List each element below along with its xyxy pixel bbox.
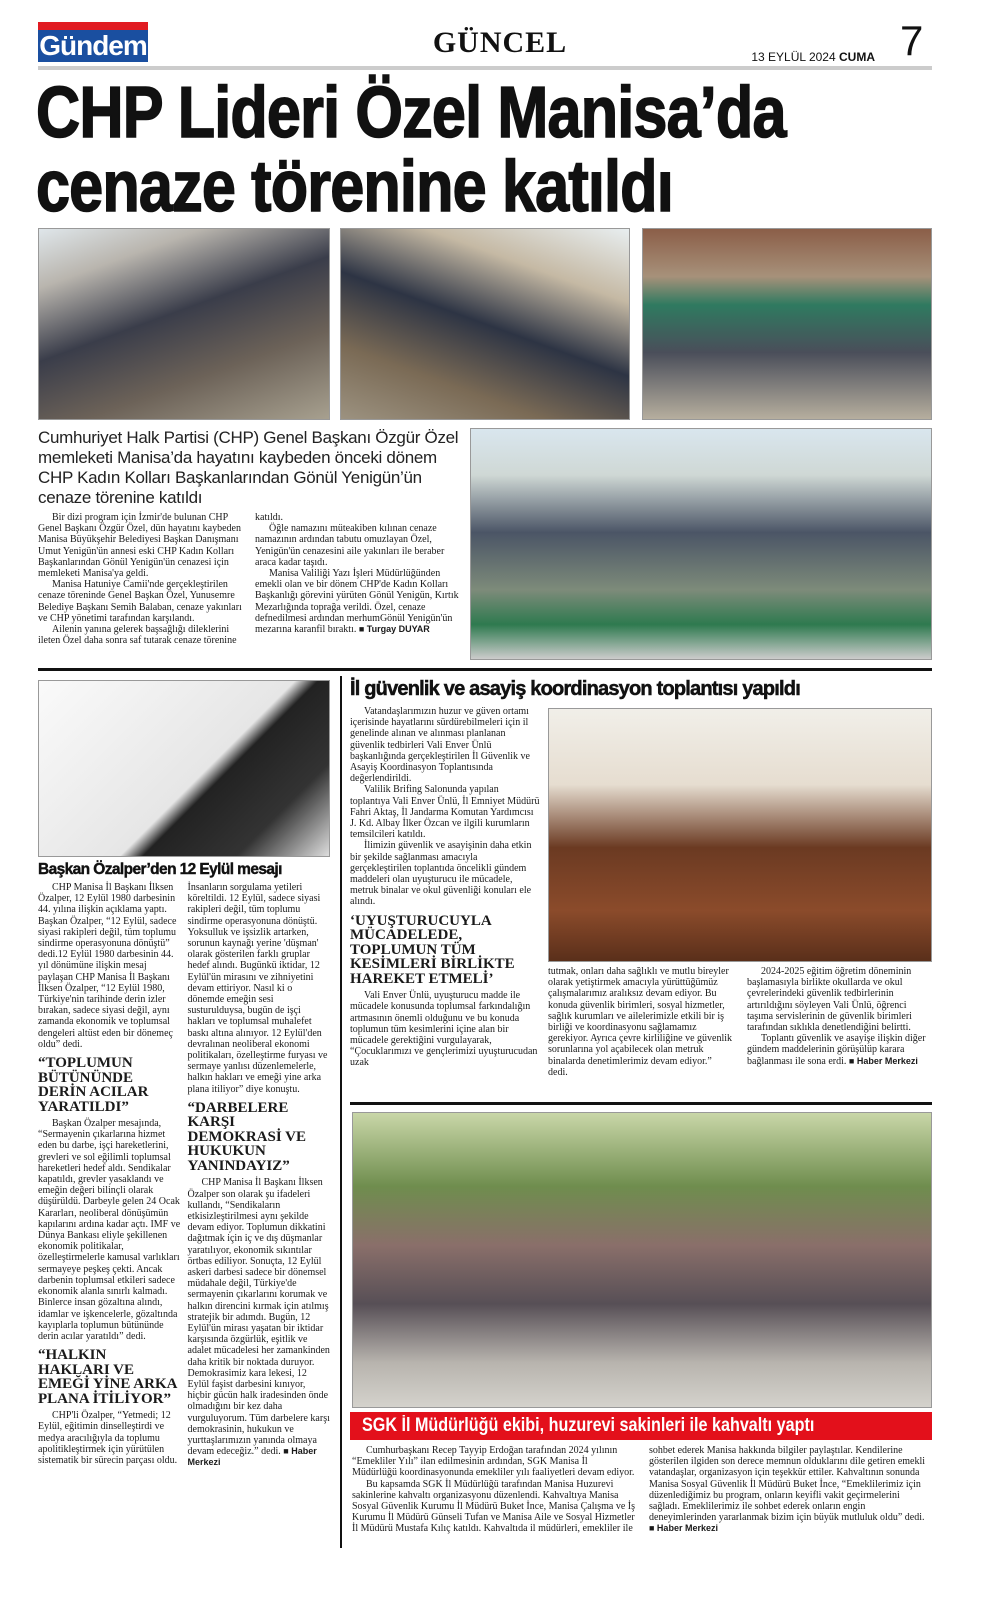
- sgk-headline: SGK İl Müdürlüğü ekibi, huzurevi sakinleri ile kahvaltı yaptı: [362, 1415, 815, 1436]
- sgk-story-body: [352, 1445, 932, 1535]
- paragraph: 2024-2025 eğitim öğretim döneminin başlamasıyla birlikte okullarda ve okul çevrelerindeki güvenlik tedbirlerinin artırıldığını söyleyen Vali Ünlü, öğrenci taşıma servislerinin de güvenlik birimleri tarafından sıklıkla denetlendiğini belirtti.: [747, 966, 912, 1034]
- column-divider: [340, 676, 342, 1548]
- section-divider: [38, 668, 932, 671]
- photo-ozalper-speaking: [38, 680, 330, 857]
- masthead-rule: [38, 66, 932, 70]
- byline: ■ Haber Merkezi: [187, 1446, 317, 1468]
- date-text: 13 EYLÜL 2024: [751, 50, 836, 64]
- byline: ■ Turgay DUYAR: [358, 624, 430, 635]
- logo-tagline: Manisa'da: [41, 22, 66, 29]
- paragraph: Öğle namazını müteakiben kılınan cenaze namazının ardından tabutu omuzlayan Özel, Yenigün'ün cenazesini aile yakınları ile beraber araca kadar taşıdı.: [255, 523, 445, 568]
- paragraph: İlimizin güvenlik ve asayişinin daha etkin bir şekilde sağlanması amacıyla gerçekleştirilen toplantıda öncelikli gündem maddeleri olan uyuşturucu ile mücadele, metruk binalar ve okul güvenliği konuları ele alındı.: [350, 840, 532, 908]
- paragraph: CHP Manisa İl Başkanı İlksen Özalper, 12 Eylül 1980 darbesinin 44. yılına ilişkin açıklama yaptı. Başkan Özalper, “12 Eylül, sadece siyasi rakipleri değil, tüm toplumu sindirme operasyonuna dönüştü” dedi.12 Eylül 1980 darbesinin 44. yıl dönümüne ilişkin mesaj paylaşan CHP Manisa İl Başkanı İlksen Özalper, “12 Eylül 1980, Türkiye'nin tarihinde derin izler bırakan, sadece siyasi değil, aynı zamanda ekonomik ve toplumsal dengeleri altüst eden bir dönemeç oldu” dedi.: [38, 882, 177, 1050]
- paragraph: CHP'li Özalper, “Yetmedi; 12 Eylül, eğitimin dinselleştirdi ve medya aracılığıyla da toplumu apolitikleştirmek için yürütülen sistematik bir sürecin parçası oldu. İnsanların sorgulama yetileri köreltildi. 12 Eylül, sadece siyasi rakipleri değil, tüm toplumu sindirme operasyonuna dönüştü. Yoksulluk ve işsizlik artarken, sorunun kaynağı yerine 'düşman' olarak gösterilen farklı gruplar hedef alındı. Bugünkü iktidar, 12 Eylül'ün mirasını ve zihniyetini devam ettiriyor. Nasıl ki o dönemde emeğin sesi susturulduysa, bugün de işçi hakları ve toplumsal muhalefet baskı altına alınıyor. 12 Eylül'den devralınan neoliberal ekonomi politikaları, özelleştirme furyası ve sermaye yanlısı düzenlemelerle, halkın hakları ve emeği yine arka plana itiliyor” diye konuştu.: [38, 882, 328, 1466]
- paragraph-text: CHP Manisa İl Başkanı İlksen Özalper son olarak şu ifadeleri kullandı, “Sendikaların etkisizleştirilmesi aynı şekilde devam ediyor. Toplumun dikkatini dağıtmak için iç ve dış düşmanlar yaratılıyor, ekonomik sıkıntılar örtbas ediliyor. Sonuçta, 12 Eylül askeri darbesi sadece bir dönemsel müdahale değil, Türkiye'de sermayenin çıkarlarını korumak ve halkın direncini kırmak için atılmış stratejik bir adımdı. Bugün, 12 Eylül'ün mirası yaşatan bir iktidar karşısında özgürlük, eşitlik ve adalet mücadelesi her zamankinden daha kritik bir noktada duruyor. Demokrasimiz kara lekesi, 12 Eylül faşist darbesini kınıyor, hiçbir gücün halk iradesinden önde olmadığını bir kez daha vurguluyorum. Tüm darbelere karşı demokrasinin, hukukun ve yurttaşlarımızın yanında olmaya devam edeceğiz.” dedi.: [187, 1177, 330, 1458]
- main-headline-line2: cenaze törenine katıldı: [36, 147, 673, 227]
- security-story-col1: [350, 706, 540, 1069]
- paragraph-text: Bu kapsamda SGK İl Müdürlüğü tarafından Manisa Huzurevi sakinlerine kahvaltı organizasyonu düzenlendi. Kahvaltıya Manisa Sosyal Güvenlik Kurumu İl Müdürü Buket İnce, Manisa Çalışma ve İş Kurumu İl Müdürü Günseli Tufan ve Manisa Aile ve Sosyal Hizmetler İl Müdürü Mustafa Kılıç katıldı. Kahvaltıda il müdürleri, emekliler ile sohbet ederek Manisa hakkında bilgiler paylaştılar. Kendilerine gösterilen ilgiden son derece memnun olduklarını dile getiren emekli vatandaşlar, organizasyon için teşekkür ettiler. Kahvaltının sonunda Manisa Sosyal Güvenlik İl Müdürü Buket İnce, “Emeklilerimiz için düzenlediğimiz bu program, onların keyifli vakit geçirmelerini sağladı. Emeklilerimiz ile sohbet ederek onların engin deneyimlerinden yararlanmak bizim için büyük mutluluk oldu” dedi.: [352, 1445, 926, 1535]
- paragraph: [255, 568, 464, 635]
- section-divider: [350, 1102, 932, 1105]
- subheading: ‘UYUŞTURUCUYLA MÜCADELEDE, TOPLUMUN TÜM KESİMLERİ BİRLİKTE HAREKET ETMELİ’: [350, 912, 515, 987]
- sgk-headline-bar: [350, 1412, 932, 1440]
- ozalper-headline: Başkan Özalper’den 12 Eylül mesajı: [38, 861, 282, 878]
- subheading: “HALKIN HAKLARI VE EMEĞİ YİNE ARKA PLANA İTİLİYOR”: [38, 1347, 177, 1407]
- paragraph: Manisa Hatuniye Camii'nde gerçekleştirilen cenaze töreninde Genel Başkan Özel, Yunusemre Belediye Başkanı Semih Balaban, cenaze yakınları ve CHP yönetimi tarafından karşılandı.: [38, 579, 242, 624]
- photo-coffin-carried: [642, 228, 932, 420]
- paragraph: [188, 1177, 331, 1468]
- main-lead: Cumhuriyet Halk Partisi (CHP) Genel Başkanı Özgür Özel memleketi Manisa’da hayatını kaybeden önceki dönem CHP Kadın Kolları Başkanlarından Gönül Yenigün’ün cenaze törenine katıldı: [38, 428, 459, 507]
- page-number: 7: [900, 17, 924, 64]
- paragraph: Bir dizi program için İzmir'de bulunan CHP Genel Başkanı Özgür Özel, dün hayatını kaybeden Manisa Büyükşehir Belediyesi Başkan Danışmanı Umut Yenigün'ün annesi eski CHP Kadın Kolları Başkanlarından Gönül Yenigün'ün cenazesi için memleketi Manisa'ya geldi.: [38, 512, 241, 580]
- paragraph: Vatandaşlarımızın huzur ve güven ortamı içerisinde hayatlarını sürdürebilmeleri için il genelinde alınan ve alınması planlanan güvenlik tedbirleri Vali Enver Ünlü başkanlığında gerçekleştirilen İl Güvenlik ve Asayiş Koordinasyon Toplantısında değerlendirildi.: [350, 706, 530, 785]
- photo-ozel-condolence: [340, 228, 630, 420]
- newspaper-logo: [38, 22, 148, 62]
- photo-funeral-prayer: [470, 428, 932, 660]
- main-story-body: [38, 512, 464, 646]
- weekday-text: CUMA: [839, 50, 875, 64]
- photo-sgk-group: [352, 1112, 932, 1408]
- paragraph-text: Manisa Valiliği Yazı İşleri Müdürlüğünden emekli olan ve bir dönem CHP'de Kadın Kolları Başkanlığı görevini yürüten Gönül Yenigün, Kırtık Mezarlığında toprağa verildi. Özel, cenaze defnedilmesi ardından merhumGönül Yenigün'ün mezarına karanfil bıraktı.: [255, 568, 459, 636]
- paragraph: Ailenin yanına gelerek başsağlığı dileklerini ileten Özel daha sonra saf tutarak cenaze törenine katıldı.: [38, 512, 284, 647]
- paragraph: [747, 1033, 932, 1067]
- section-title: GÜNCEL: [432, 26, 568, 59]
- paragraph: Cumhurbaşkanı Recep Tayyip Erdoğan tarafından 2024 yılının “Emekliler Yılı” ilan edilmesinin ardından, SGK Manisa İl Müdürlüğü koordinasyonunda emekliler yılı faaliyetleri devam ediyor.: [352, 1445, 635, 1479]
- photo-security-meeting: [548, 708, 932, 962]
- paragraph: Valilik Brifing Salonunda yapılan toplantıya Vali Enver Ünlü, İl Emniyet Müdürü Fahri Aktaş, İl Jandarma Komutan Yardımcısı J. Kd. Albay İlker Özcan ve ilgili kurumların temsilcileri katıldı.: [350, 784, 540, 841]
- byline: ■ Haber Merkezi: [848, 1055, 918, 1066]
- photo-ozel-embrace: [38, 228, 330, 420]
- byline: ■ Haber Merkezi: [649, 1523, 718, 1534]
- paragraph: Başkan Özalper mesajında, “Sermayenin çıkarlarına hizmet eden bu darbe, işçi hareketlerini, grevleri ve sol eğilimli toplumsal hareketleri hedef aldı. Sendikalar kapatıldı, grevler yasaklandı ve emeğin değeri bilinçli olarak düşürüldü. Darbeyle gelen 24 Ocak Kararları, neoliberal dönüşümün kapılarını ardına kadar açtı. IMF ve Dünya Bankası eliyle şekillenen ekonomik politikalar, özelleştirmelerle kamusal varlıkları sermayeye peşkeş çekti. Ancak darbenin toplumsal etkileri sadece ekonomik alanla sınırlı kalmadı. Binlerce insan gözaltına alındı, idamlar ve işkencelerle, gözaltında kayıplarla toplumun bütününde derin acılar yaratıldı” dedi.: [38, 1118, 181, 1342]
- subheading: “DARBELERE KARŞI DEMOKRASİ VE HUKUKUN YANINDAYIZ”: [187, 1099, 306, 1174]
- subheading: “TOPLUMUN BÜTÜNÜNDE DERİN ACILAR YARATILDI”: [38, 1055, 149, 1115]
- security-headline: İl güvenlik ve asayiş koordinasyon toplantısı yapıldı: [350, 678, 800, 700]
- paragraph: Vali Enver Ünlü, uyuşturucu madde ile mücadele konusunda toplumsal farkındalığın artmasının önemli olduğunu ve bu konuda toplumun tüm kesimlerini içine alan bir mücadele gerektiğini vurgulayarak, “Çocuklarımızı ve gençlerimizi uyuşturucudan uzak: [350, 990, 538, 1069]
- logo-name: Gündem: [39, 30, 147, 61]
- security-story-col2: [548, 966, 932, 1078]
- paragraph-text: Toplantı güvenlik ve asayişe ilişkin diğer gündem maddelerinin görüşülüp karara bağlanması ile sona erdi.: [747, 1033, 926, 1067]
- paragraph: tutmak, onları daha sağlıklı ve mutlu bireyler olarak yetiştirmek amacıyla yürüttüğümüz çalışmalarımız aralıksız devam ediyor. Bu konuda güvenlik birimleri, sosyal hizmetler, sağlık kurumları ve ailelerimizle etkili bir iş birliği ve koordinasyonu sağlamamız gerekiyor. Ayrıca çevre kirliliğine ve güvenlik sorunlarına yol açabilecek olan metruk binalarda denetimlerimiz devam ediyor.” dedi.: [548, 966, 733, 1078]
- main-headline-line1: CHP Lideri Özel Manisa’da: [36, 73, 786, 153]
- ozalper-story-body: [38, 882, 330, 1469]
- issue-date: [740, 50, 875, 64]
